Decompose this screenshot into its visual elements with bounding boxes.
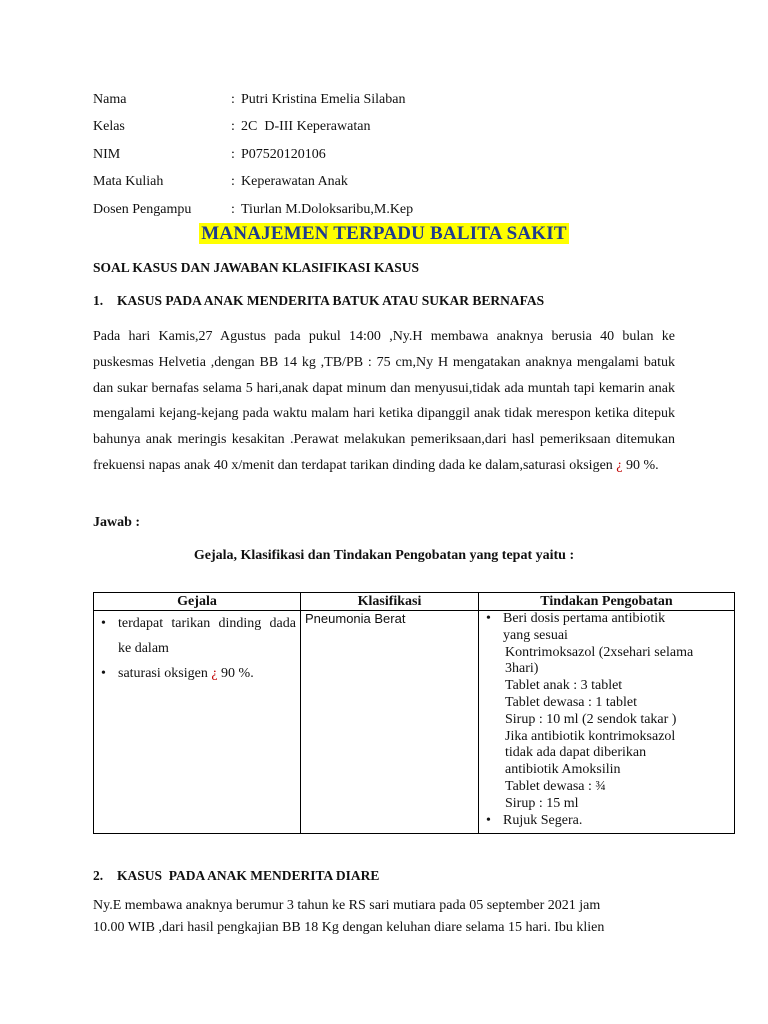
tindakan-sub-line: Kontrimoksazol (2xsehari selama [505, 644, 694, 660]
info-row-mata-kuliah [93, 169, 413, 197]
tindakan-content [483, 611, 730, 829]
case1-text: Pada hari Kamis,27 Agustus pada pukul 14:00 ,Ny.H membawa anaknya berusia 40 bulan ke puskesmas Helvetia ,dengan BB 14 kg ,TB/PB : 75 cm,Ny H mengatakan anaknya mengalami batuk dan sukar bernafas selama 5 hari,anak dapat minum dan menyusui,tidak ada muntah tapi kemarin anak mengalami kejang-kejang pada waktu malam hari ketika dipanggil anak tidak merespon ketika ditepuk bahunya anak meringis kesakitan .Perawat melakukan pemeriksaan,dari hasl pemeriksaan ditemukan frekuensi napas anak 40 x/menit dan terdapat tarikan dinding dada ke dalam,saturasi oksigen [93, 329, 675, 473]
info-colon: : [231, 146, 235, 162]
tindakan-item [483, 611, 730, 645]
case2-number: 2. [93, 868, 104, 883]
tindakan-cell [479, 611, 735, 834]
info-label: Kelas [93, 119, 125, 135]
tindakan-sub-line: 3hari) [505, 661, 539, 677]
case1-symbol: ¿ [616, 457, 623, 473]
tindakan-sub-line: Tablet dewasa : 1 tablet [505, 694, 637, 710]
info-row-nama [93, 86, 413, 114]
case1-paragraph [93, 324, 675, 479]
answer-title: Gejala, Klasifikasi dan Tindakan Pengobatan yang tepat yaitu : [193, 548, 575, 563]
info-colon: : [231, 174, 235, 190]
table-row [94, 611, 735, 834]
tindakan-list [483, 611, 730, 645]
info-row-kelas [93, 114, 413, 142]
info-value: Tiurlan M.Doloksaribu,M.Kep [241, 201, 414, 217]
answer-table [93, 592, 735, 834]
info-value: Putri Kristina Emelia Silaban [241, 91, 406, 107]
klasifikasi-cell: Pneumonia Berat [301, 611, 479, 834]
tindakan-list [483, 813, 730, 830]
info-colon: : [231, 201, 235, 217]
info-colon: : [231, 119, 235, 135]
case1-number: 1. [93, 293, 104, 308]
info-label: NIM [93, 146, 121, 162]
info-value: P07520120106 [241, 146, 326, 162]
gejala-cell [94, 611, 301, 834]
info-colon: : [231, 91, 235, 107]
case2-paragraph [93, 895, 693, 939]
document-title [0, 223, 768, 245]
tindakan-item: • Rujuk Segera. [483, 813, 730, 830]
gejala-item-text: saturasi oksigen [118, 666, 212, 681]
info-row-nim [93, 141, 413, 169]
table-header-row [94, 593, 735, 611]
info-row-dosen [93, 196, 413, 224]
document-title-text: MANAJEMEN TERPADU BALITA SAKIT [201, 223, 567, 244]
tindakan-sub-line: Sirup : 10 ml (2 sendok takar ) [505, 711, 677, 727]
tindakan-sub-line: Tablet anak : 3 tablet [505, 678, 623, 694]
case2-line: Ny.E membawa anaknya berumur 3 tahun ke RS sari mutiara pada 05 september 2021 jam [93, 898, 601, 913]
section-heading: SOAL KASUS DAN JAWABAN KLASIFIKASI KASUS [93, 260, 419, 275]
case1-text-end: 90 %. [622, 457, 659, 473]
case1-title: KASUS PADA ANAK MENDERITA BATUK ATAU SUKAR BERNAFAS [117, 293, 545, 308]
info-label: Nama [93, 91, 127, 107]
tindakan-line: • Beri dosis pertama antibiotik [503, 611, 666, 626]
info-value: Keperawatan Anak [241, 174, 348, 190]
case2-title: KASUS PADA ANAK MENDERITA DIARE [117, 868, 380, 883]
tindakan-sub-block [483, 645, 730, 813]
student-info [93, 86, 413, 224]
table-header-gejala: Gejala [94, 593, 301, 611]
tindakan-sub-line: Tablet dewasa : ¾ [505, 778, 606, 794]
case2-heading [93, 868, 379, 884]
info-label: Dosen Pengampu [93, 201, 192, 217]
gejala-item-end: 90 %. [217, 666, 254, 681]
tindakan-sub-line: Sirup : 15 ml [505, 795, 579, 811]
tindakan-sub-line: tidak ada dapat diberikan [505, 745, 647, 761]
gejala-item [98, 661, 296, 686]
tindakan-sub-line: antibiotik Amoksilin [505, 762, 621, 778]
case2-line: 10.00 WIB ,dari hasil pengkajian BB 18 Kg dengan keluhan diare selama 15 hari. Ibu klien [93, 920, 605, 935]
gejala-item: • terdapat tarikan dinding dada ke dalam [98, 611, 296, 661]
tindakan-sub-line: Jika antibiotik kontrimoksazol [505, 728, 676, 744]
table-header-tindakan: Tindakan Pengobatan [479, 593, 735, 611]
table-header-klasifikasi: Klasifikasi [301, 593, 479, 611]
info-label: Mata Kuliah [93, 174, 164, 190]
case1-heading [93, 293, 544, 309]
jawab-label: Jawab : [93, 515, 141, 530]
gejala-item-symbol: ¿ [211, 666, 218, 681]
info-value: 2C D-III Keperawatan [241, 119, 371, 135]
gejala-list [98, 611, 296, 686]
tindakan-line: yang sesuai [503, 627, 568, 643]
